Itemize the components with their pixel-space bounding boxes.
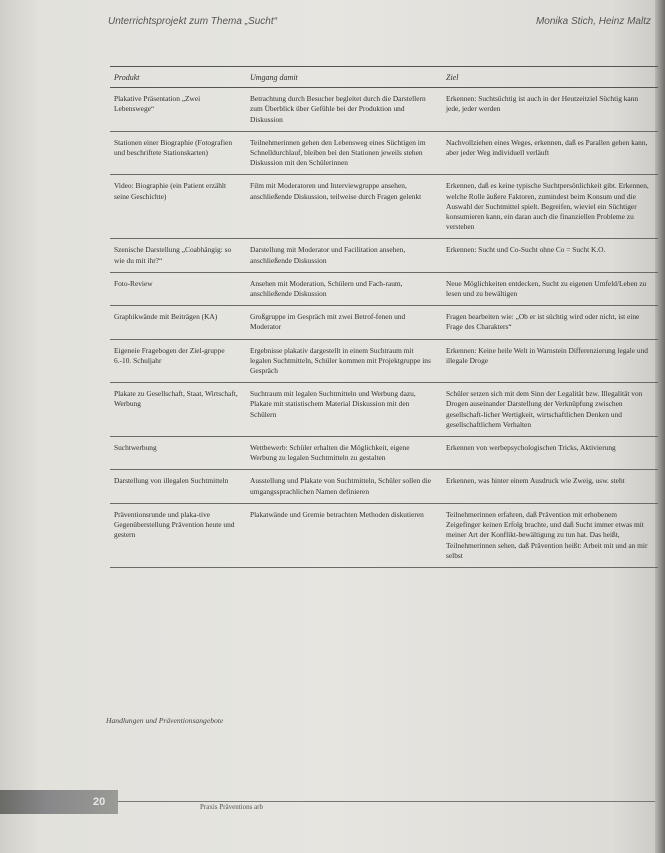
- table-row: [110, 339, 658, 383]
- table-caption: Handlungen und Präventionsangebote: [106, 716, 224, 725]
- cell-ziel: Erkennen: Keine heile Welt in Warnstein Differenzierung legale und illegale Droge: [442, 339, 658, 383]
- page-number: 20: [93, 796, 106, 808]
- cell-ziel: Neue Möglichkeiten entdecken, Sucht zu eigenen Umfeld/Leben zu lesen und zu bewältigen: [442, 272, 658, 305]
- cell-ziel: Erkennen: Suchtsüchtig ist auch in der Heutzeitziel Süchtig kann jede, jeder werden: [442, 88, 658, 132]
- cell-ziel: Erkennen von werbepsychologischen Tricks, Aktivierung: [442, 437, 658, 470]
- table-row: [110, 239, 658, 272]
- table-row: [110, 272, 658, 305]
- cell-umgang: Suchtraum mit legalen Suchtmitteln und Werbung dazu, Plakate mit statistischem Material Diskussion mit den Schülern: [246, 383, 442, 437]
- cell-umgang: Darstellung mit Moderator und Facilitation ansehen, anschließende Diskussion: [246, 239, 442, 272]
- table-header-row: [110, 67, 658, 88]
- table-row: [110, 503, 658, 567]
- table-row: [110, 437, 658, 470]
- cell-produkt: Darstellung von illegalen Suchtmitteln: [110, 470, 246, 503]
- footer-rule: [118, 801, 655, 802]
- cell-produkt: Video: Biographie (ein Patient erzählt seine Geschichte): [110, 175, 246, 239]
- column-header-produkt: Produkt: [110, 67, 246, 88]
- table-row: [110, 470, 658, 503]
- table-row: [110, 306, 658, 339]
- cell-produkt: Szenische Darstellung „Coabhängig: so wie du mit ihr?“: [110, 239, 246, 272]
- cell-produkt: Stationen einer Biographie (Fotografien und beschriftete Stationskarten): [110, 131, 246, 175]
- column-header-umgang: Umgang damit: [246, 67, 442, 88]
- project-table: [110, 66, 658, 568]
- cell-umgang: Ergebnisse plakativ dargestellt in einem Suchtraum mit legalen Suchtmitteln, Schüler kommen mit Projektgruppe ins Gespräch: [246, 339, 442, 383]
- cell-produkt: Plakate zu Gesellschaft, Staat, Wirtschaft, Werbung: [110, 383, 246, 437]
- cell-umgang: Wettbewerb: Schüler erhalten die Möglichkeit, eigene Werbung zu legalen Suchtmitteln zu gestalten: [246, 437, 442, 470]
- cell-produkt: Graphikwände mit Beiträgen (KA): [110, 306, 246, 339]
- cell-umgang: Teilnehmerinnen gehen den Lebensweg eines Süchtigen im Schnelldurchlauf, bleiben bei den Stationen jeweils stehen Diskussion mit den Schülerinnen: [246, 131, 442, 175]
- table-row: [110, 175, 658, 239]
- cell-umgang: Plakatwände und Gremie betrachten Methoden diskutieren: [246, 503, 442, 567]
- cell-umgang: Ausstellung und Plakate von Suchtmitteln, Schüler sollen die umgangssprachlichen Namen definieren: [246, 470, 442, 503]
- cell-produkt: Suchtwerbung: [110, 437, 246, 470]
- cell-ziel: Erkennen, was hinter einem Ausdruck wie Zweig, usw. steht: [442, 470, 658, 503]
- cell-umgang: Film mit Moderatoren und Interviewgruppe ansehen, anschließende Diskussion, teilweise durch Fragen gelenkt: [246, 175, 442, 239]
- cell-ziel: Schüler setzen sich mit dem Sinn der Legalität bzw. Illegalität von Drogen auseinander Darstellung der Verknüpfung zwischen gesellschaft-licher Wertigkeit, wirtschaftlichen Denken und gesellschaftlichem Verhalten: [442, 383, 658, 437]
- cell-umgang: Betrachtung durch Besucher begleitet durch die Darstellern zum Überblick über Gefühle bei der Produktion und Diskussion: [246, 88, 442, 132]
- cell-produkt: Plakative Präsentation „Zwei Lebenswege“: [110, 88, 246, 132]
- cell-umgang: Großgruppe im Gespräch mit zwei Betrof-fenen und Moderator: [246, 306, 442, 339]
- footer-text: Praxis Präventions arb: [200, 803, 263, 811]
- cell-ziel: Erkennen: Sucht und Co-Sucht ohne Co = Sucht K.O.: [442, 239, 658, 272]
- cell-produkt: Präventionsrunde und plaka-tive Gegenüberstellung Prävention heute und gestern: [110, 503, 246, 567]
- column-header-ziel: Ziel: [442, 67, 658, 88]
- cell-ziel: Erkennen, daß es keine typische Suchtpersönlichkeit gibt. Erkennen, welche Rolle äußere Faktoren, zumindest beim Konsum und die Auswahl der Suchtmittel spielt. Begreifen, wieviel ein Süchtiger konsumieren kann, ein daran auch die finanziellen Probleme zu verstehen: [442, 175, 658, 239]
- cell-ziel: Fragen bearbeiten wie: „Ob er ist süchtig wird oder nicht, ist eine Frage des Charakters“: [442, 306, 658, 339]
- cell-ziel: Nachvollziehen eines Weges, erkennen, daß es Parallen gehen kann, aber jeder Weg individuell verläuft: [442, 131, 658, 175]
- running-header-title: Unterrichtsprojekt zum Thema „Sucht“: [108, 16, 277, 27]
- cell-umgang: Ansehen mit Moderation, Schülern und Fach-raum, anschließende Diskussion: [246, 272, 442, 305]
- cell-produkt: Eigeneie Fragebogen der Ziel-gruppe 6.-10. Schuljahr: [110, 339, 246, 383]
- table-row: [110, 383, 658, 437]
- table-row: [110, 88, 658, 132]
- running-header-authors: Monika Stich, Heinz Maltz: [535, 16, 651, 27]
- cell-ziel: Teilnehmerinnen erfahren, daß Prävention mit erhobenem Zeigefinger keinen Erfolg brachte, und daß Sucht immer etwas mit meiner Art der Konflikt-bewältigung zu tun hat. Das heißt, Teilnehmerinnen sehen, daß Prävention heißt: Arbeit mit und an mir selbst: [442, 503, 658, 567]
- table-row: [110, 131, 658, 175]
- cell-produkt: Foto-Review: [110, 272, 246, 305]
